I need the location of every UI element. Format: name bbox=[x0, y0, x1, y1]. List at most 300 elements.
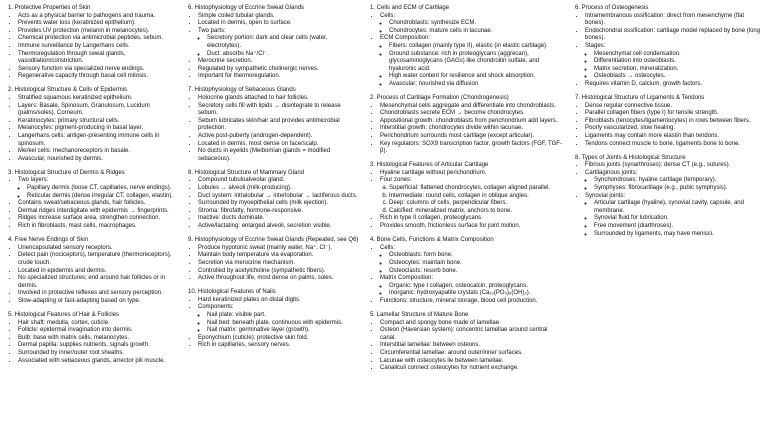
sub-bullet-item bbox=[207, 35, 360, 50]
column-2 bbox=[188, 5, 360, 356]
bullet-item bbox=[380, 170, 562, 178]
column-1 bbox=[8, 5, 180, 372]
bullet-item bbox=[198, 177, 360, 185]
bullet-text: Osteocytes: maintain bone. bbox=[389, 259, 462, 266]
sub-bullet-list bbox=[198, 35, 360, 58]
bullet-text: Intermediate: round cells, collagen in oblique angles. bbox=[389, 192, 529, 199]
bullet-item bbox=[380, 133, 562, 141]
sub-bullet-list bbox=[585, 51, 761, 81]
bullet-item bbox=[380, 215, 562, 223]
bullet-item bbox=[18, 148, 180, 156]
bullet-text: Langerhans cells: antigen-presenting immune cells in spinosum. bbox=[18, 133, 160, 147]
note-section bbox=[370, 162, 562, 230]
bullet-item bbox=[18, 252, 180, 267]
sub-bullet-item bbox=[207, 51, 360, 59]
sub-bullet-list bbox=[18, 185, 180, 200]
bullet-text: Nail bed: beneath plate, continuous with epidermis. bbox=[207, 319, 343, 326]
sub-bullet-item bbox=[389, 28, 562, 36]
bullet-text: Inactive: ducts dominate. bbox=[198, 215, 265, 222]
bullet-item bbox=[18, 103, 180, 118]
bullet-text: No ducts in eyelids (Meibomian glands = modified sebaceous). bbox=[198, 148, 331, 162]
bullet-text: Synchondroses: hyaline cartilage (temporary). bbox=[594, 177, 717, 184]
bullet-text: Mesenchymal cell condensation. bbox=[594, 50, 681, 57]
bullet-text: Associated with sebaceous glands, arrector pili muscle. bbox=[18, 357, 166, 364]
bullet-text: Synovial fluid for lubrication. bbox=[594, 215, 669, 222]
bullet-item bbox=[198, 275, 360, 283]
bullet-text: Parallel collagen fibers (type I) for tensile strength. bbox=[585, 110, 719, 117]
bullet-text: Stratified squamous keratinized epithelium. bbox=[18, 95, 133, 102]
bullet-item bbox=[198, 118, 360, 133]
bullet-item bbox=[198, 28, 360, 58]
bullet-item bbox=[18, 350, 180, 358]
bullet-item bbox=[585, 81, 761, 89]
bullet-item bbox=[380, 118, 562, 126]
bullet-text: Lobules → alveoli (milk-producing). bbox=[198, 185, 292, 192]
bullet-text: Merocrine secretion. bbox=[198, 58, 253, 65]
bullet-list bbox=[575, 103, 761, 149]
bullet-item bbox=[18, 320, 180, 328]
bullet-text: Canaliculi connect osteocytes for nutrient exchange. bbox=[380, 365, 519, 372]
bullet-list bbox=[188, 177, 360, 230]
sub-bullet-item bbox=[207, 312, 360, 320]
bullet-item bbox=[380, 245, 562, 275]
bullet-text: Sebum lubricates skin/hair and provides antimicrobial protection. bbox=[198, 117, 340, 132]
bullet-item bbox=[198, 141, 360, 149]
bullet-text: Regenerative capacity through basal cell mitosis. bbox=[18, 73, 149, 80]
bullet-text: Provides smooth, frictionless surface for joint motion. bbox=[380, 223, 521, 230]
bullet-text: Synovial joints: bbox=[585, 192, 626, 199]
section-title: 6. Histophysiology of Eccrine Sweat Glands bbox=[188, 5, 305, 11]
note-section bbox=[575, 155, 761, 239]
bullet-item bbox=[198, 342, 360, 350]
bullet-text: Follicle: epidermal invagination into dermis. bbox=[18, 327, 133, 334]
section-title: 3. Histological Features of Articular Cartilage bbox=[370, 162, 489, 169]
bullet-text: Surrounded by ligaments, may have menisci. bbox=[594, 230, 714, 237]
bullet-item bbox=[198, 304, 360, 334]
bullet-text: ECM Composition: bbox=[380, 35, 431, 42]
bullet-text: Osteoclasts: resorb bone. bbox=[389, 267, 458, 274]
bullet-text: Located in dermis, most dense on face/scalp. bbox=[198, 140, 319, 147]
sub-bullet-item bbox=[389, 43, 562, 51]
bullet-item bbox=[18, 51, 180, 66]
bullet-text: Fibroblasts (tenocytes/ligamentocytes) in rows between fibers. bbox=[585, 117, 751, 124]
bullet-item bbox=[18, 13, 180, 21]
bullet-item bbox=[380, 327, 562, 342]
sub-bullet-item bbox=[594, 51, 761, 59]
bullet-text: Melanocytes: pigment-producing in basal layer. bbox=[18, 125, 144, 132]
bullet-item bbox=[198, 103, 360, 118]
bullet-item bbox=[198, 58, 360, 66]
note-section bbox=[370, 95, 562, 156]
sub-bullet-item bbox=[594, 215, 761, 223]
bullet-item bbox=[18, 290, 180, 298]
lettered-list bbox=[380, 185, 562, 215]
column-4 bbox=[575, 5, 761, 245]
note-section bbox=[8, 87, 180, 163]
bullet-text: Thermoregulation through sweat glands, vasodilation/constriction. bbox=[18, 50, 126, 65]
bullet-text: Dermal ridges interdigitate with epidermis → fingerprints. bbox=[18, 207, 169, 214]
bullet-text: Ligaments may contain more elastin than tendons. bbox=[585, 133, 720, 139]
bullet-text: Superficial: flattened chondrocytes, collagen aligned parallel. bbox=[389, 185, 551, 192]
bullet-item bbox=[198, 148, 360, 163]
sub-bullet-item bbox=[594, 185, 761, 193]
bullet-text: Controlled by acetylcholine (sympathetic fibers). bbox=[198, 267, 326, 274]
bullet-item bbox=[585, 28, 761, 43]
bullet-list bbox=[188, 95, 360, 163]
sub-bullet-item bbox=[389, 252, 562, 260]
bullet-text: Hard keratinized plates on distal digits. bbox=[198, 296, 301, 303]
section-title: 2. Histological Structure & Cells of Epidermis bbox=[8, 87, 128, 94]
bullet-text: Rich in fibroblasts, mast cells, macrophages. bbox=[18, 223, 137, 230]
bullet-text: Surrounded by myoepithelial cells (milk ejection). bbox=[198, 200, 329, 207]
section-title: 2. Process of Cartilage Formation (Chondrogenesis) bbox=[370, 95, 509, 102]
bullet-text: Acts as a physical barrier to pathogens and trauma. bbox=[18, 12, 156, 19]
bullet-item bbox=[380, 320, 562, 328]
bullet-item bbox=[198, 133, 360, 141]
bullet-list bbox=[370, 13, 562, 89]
bullet-text: Appositional growth: chondroblasts from perichondrium add layers. bbox=[380, 117, 558, 124]
bullet-text: Nail plate: visible part. bbox=[207, 311, 266, 318]
bullet-text: Papillary dermis (loose CT, capillaries, nerve endings). bbox=[27, 185, 172, 192]
bullet-item bbox=[18, 28, 180, 36]
sub-bullet-item bbox=[389, 73, 562, 81]
bullet-text: Four zones: bbox=[380, 177, 412, 184]
bullet-text: Poorly vascularized, slow healing. bbox=[585, 125, 676, 132]
bullet-item bbox=[198, 215, 360, 223]
bullet-item bbox=[380, 365, 562, 373]
sub-bullet-item bbox=[207, 320, 360, 328]
bullet-item bbox=[198, 193, 360, 201]
bullet-item bbox=[18, 245, 180, 253]
bullet-text: Secretory cells fill with lipids → disintegrate to release sebum. bbox=[198, 102, 341, 117]
bullet-item bbox=[18, 327, 180, 335]
bullet-item bbox=[18, 268, 180, 276]
bullet-text: Stages: bbox=[585, 42, 606, 49]
bullet-text: Requires vitamin D, calcium, growth factors. bbox=[585, 80, 703, 87]
bullet-item bbox=[18, 215, 180, 223]
bullet-item bbox=[585, 193, 761, 239]
lettered-item bbox=[389, 185, 562, 193]
note-section bbox=[8, 237, 180, 305]
bullet-text: Interstitial growth: chondrocytes divide within lacunae. bbox=[380, 125, 524, 132]
bullet-item bbox=[380, 275, 562, 298]
bullet-text: Articular cartilage (hyaline), synovial cavity, capsule, and membrane. bbox=[594, 200, 744, 214]
section-title: 1. Protective Properties of Skin bbox=[8, 5, 91, 11]
bullet-item bbox=[198, 223, 360, 231]
bullet-list bbox=[370, 320, 562, 373]
bullet-item bbox=[18, 275, 180, 290]
bullet-item bbox=[380, 103, 562, 111]
bullet-text: Unencapsulated sensory receptors. bbox=[18, 244, 113, 251]
bullet-text: Duct system: intralobular → interlobular → lactiferous ducts. bbox=[198, 192, 358, 199]
section-title: 10. Histological Features of Nails bbox=[188, 289, 276, 296]
bullet-text: Simple coiled tubular glands. bbox=[198, 12, 275, 19]
bullet-item bbox=[18, 335, 180, 343]
section-title: 7. Histophysiology of Sebaceous Glands bbox=[188, 87, 296, 94]
bullet-text: Involved in protective reflexes and sensory perception. bbox=[18, 290, 163, 297]
bullet-item bbox=[198, 260, 360, 268]
bullet-item bbox=[198, 200, 360, 208]
bullet-text: Rich in type II collagen, proteoglycans. bbox=[380, 215, 483, 222]
bullet-item bbox=[585, 141, 761, 149]
bullet-text: Stroma: fibrofatty, hormone-responsive. bbox=[198, 207, 303, 214]
bullet-item bbox=[585, 170, 761, 193]
section-title: 6. Process of Osteogenesis bbox=[575, 5, 649, 11]
bullet-text: Two parts: bbox=[198, 27, 226, 34]
bullet-text: Produce hypotonic sweat (mainly water, Na⁺, Cl⁻). bbox=[198, 244, 333, 251]
bullet-text: Chemical protection via antimicrobial peptides, sebum. bbox=[18, 35, 164, 42]
bullet-text: Lacunae with osteocytes lie between lamellae. bbox=[380, 357, 504, 364]
bullet-text: Osteoblasts → osteocytes. bbox=[594, 73, 666, 80]
bullet-text: Osteoblasts: form bone. bbox=[389, 252, 453, 259]
bullet-item bbox=[380, 13, 562, 36]
sub-bullet-list bbox=[585, 177, 761, 192]
bullet-item bbox=[18, 298, 180, 306]
note-section bbox=[370, 312, 562, 373]
sub-bullet-item bbox=[594, 177, 761, 185]
bullet-item bbox=[198, 208, 360, 216]
bullet-text: Chondroblasts: synthesize ECM. bbox=[389, 20, 477, 27]
bullet-text: Calcified: mineralized matrix, anchors to bone. bbox=[389, 207, 513, 214]
bullet-list bbox=[188, 245, 360, 283]
sub-bullet-list bbox=[380, 20, 562, 35]
bullet-text: Dense regular connective tissue. bbox=[585, 102, 673, 109]
bullet-text: Dermal papilla: supplies nutrients, signals growth. bbox=[18, 342, 150, 349]
lettered-item bbox=[389, 200, 562, 208]
bullet-text: Tendons connect muscle to bone, ligaments bone to bone. bbox=[585, 140, 741, 147]
sub-bullet-item bbox=[389, 283, 562, 291]
bullet-text: Symphyses: fibrocartilage (e.g., pubic symphysis). bbox=[594, 185, 728, 192]
bullet-text: Secretion via merocrine mechanism. bbox=[198, 259, 296, 266]
bullet-text: Perichondrium surrounds most cartilage (except articular). bbox=[380, 133, 535, 139]
bullet-item bbox=[18, 342, 180, 350]
bullet-text: High water content for resilience and shock absorption. bbox=[389, 73, 536, 80]
bullet-text: Functions: structure, mineral storage, blood cell production. bbox=[380, 297, 538, 304]
sub-bullet-item bbox=[594, 223, 761, 231]
note-section bbox=[188, 237, 360, 283]
bullet-item bbox=[585, 133, 761, 141]
sub-bullet-list bbox=[380, 283, 562, 298]
section-title: 8. Types of Joints & Histological Structure bbox=[575, 154, 686, 161]
sub-bullet-list bbox=[380, 252, 562, 275]
section-title: 8. Histological Structure of Mammary Gland bbox=[188, 169, 305, 176]
bullet-item bbox=[198, 185, 360, 193]
bullet-list bbox=[188, 13, 360, 81]
bullet-item bbox=[18, 20, 180, 28]
bullet-item bbox=[380, 350, 562, 358]
bullet-text: Circumferential lamellae: around outer/inner surfaces. bbox=[380, 349, 523, 356]
bullet-text: Matrix secretion, mineralization. bbox=[594, 65, 679, 72]
bullet-text: Cells: bbox=[380, 12, 396, 19]
lettered-item bbox=[389, 193, 562, 201]
bullet-text: Free movement (diarthroses). bbox=[594, 223, 674, 230]
note-section bbox=[188, 87, 360, 163]
sub-bullet-list bbox=[380, 43, 562, 89]
bullet-list bbox=[370, 245, 562, 306]
sub-bullet-item bbox=[389, 51, 562, 74]
bullet-list bbox=[370, 170, 562, 231]
note-section bbox=[575, 95, 761, 148]
bullet-item bbox=[198, 252, 360, 260]
section-title: 4. Bone Cells, Functions & Matrix Composition bbox=[370, 237, 494, 244]
bullet-text: Layers: Basale, Spinosum, Granulosum, Lucidum (palms/soles), Corneum. bbox=[18, 102, 150, 117]
bullet-item bbox=[18, 73, 180, 81]
bullet-text: Inorganic: hydroxyapatite crystals (Ca₁₀(PO₄)₆(OH)₂). bbox=[389, 290, 531, 297]
bullet-item bbox=[198, 73, 360, 81]
bullet-list bbox=[8, 245, 180, 306]
bullet-text: Osteon (Haversian system): concentric lamellae around central canal. bbox=[380, 327, 548, 341]
bullet-text: Hair shaft: medulla, cortex, cuticle. bbox=[18, 319, 110, 326]
bullet-item bbox=[198, 13, 360, 21]
bullet-text: Cartilaginous joints: bbox=[585, 169, 638, 176]
bullet-item bbox=[18, 43, 180, 51]
bullet-item bbox=[18, 66, 180, 74]
bullet-text: Reticular dermis (dense irregular CT, collagen, elastin). bbox=[27, 192, 174, 199]
bullet-text: Two layers: bbox=[18, 177, 49, 184]
bullet-item bbox=[380, 35, 562, 88]
bullet-text: Intramembranous ossification: direct from mesenchyme (flat bones). bbox=[585, 12, 745, 27]
bullet-item bbox=[198, 335, 360, 343]
bullet-text: Organic: type I collagen, osteocalcin, proteoglycans. bbox=[389, 282, 528, 289]
bullet-item bbox=[198, 245, 360, 253]
bullet-text: Maintain body temperature via evaporation. bbox=[198, 252, 314, 259]
bullet-item bbox=[198, 268, 360, 276]
bullet-item bbox=[585, 118, 761, 126]
bullet-item bbox=[380, 342, 562, 350]
bullet-list bbox=[8, 320, 180, 366]
sub-bullet-item bbox=[207, 327, 360, 335]
bullet-item bbox=[18, 208, 180, 216]
bullet-text: Holocrine glands attached to hair follicles. bbox=[198, 95, 309, 102]
bullet-text: Surrounded by inner/outer root sheaths. bbox=[18, 349, 125, 356]
bullet-text: Secretory portion: dark and clear cells (water, electrolytes). bbox=[207, 35, 328, 49]
bullet-text: Located in epidermis and dermis. bbox=[18, 267, 107, 274]
bullet-item bbox=[380, 110, 562, 118]
bullet-text: Active/lactating: enlarged alveoli, secretion visible. bbox=[198, 223, 332, 230]
bullet-item bbox=[198, 95, 360, 103]
sub-bullet-list bbox=[585, 200, 761, 238]
bullet-text: Differentiation into osteoblasts. bbox=[594, 58, 676, 65]
bullet-text: Fibrous joints (synarthroses): dense CT (e.g., sutures). bbox=[585, 162, 731, 169]
note-section bbox=[575, 5, 761, 89]
bullet-item bbox=[585, 13, 761, 28]
bullet-item bbox=[380, 141, 562, 156]
bullet-item bbox=[198, 20, 360, 28]
section-title: 4. Free Nerve Endings of Skin bbox=[8, 237, 89, 244]
bullet-list bbox=[8, 13, 180, 81]
bullet-text: Ground substance: rich in proteoglycans (aggrecan), glycosaminoglycans (GAGs) like chondroitin sulfate, and hyaluronic acid. bbox=[389, 50, 540, 72]
section-title: 7. Histological Structure of Ligaments & Tendons bbox=[575, 95, 705, 102]
bullet-list bbox=[575, 162, 761, 238]
sub-bullet-item bbox=[27, 193, 180, 201]
bullet-text: Bulb: base with matrix cells, melanocytes. bbox=[18, 334, 130, 341]
bullet-text: Rich in capillaries, sensory nerves. bbox=[198, 342, 291, 349]
bullet-text: Matrix Composition: bbox=[380, 275, 434, 282]
bullet-item bbox=[585, 110, 761, 118]
bullet-list bbox=[8, 95, 180, 163]
section-title: 1. Cells and ECM of Cartilage bbox=[370, 5, 450, 11]
bullet-list bbox=[188, 297, 360, 350]
bullet-text: Active post-puberty (androgen-dependent). bbox=[198, 133, 313, 139]
sub-bullet-item bbox=[594, 73, 761, 81]
bullet-list bbox=[8, 177, 180, 230]
sub-bullet-item bbox=[389, 81, 562, 89]
bullet-item bbox=[18, 156, 180, 164]
bullet-item bbox=[380, 358, 562, 366]
bullet-text: Sensory function via specialized nerve endings. bbox=[18, 65, 145, 72]
sub-bullet-item bbox=[594, 200, 761, 215]
bullet-item bbox=[18, 177, 180, 200]
note-section bbox=[370, 5, 562, 89]
bullet-text: Located in dermis, open to surface. bbox=[198, 20, 292, 27]
note-section bbox=[8, 170, 180, 231]
note-section bbox=[188, 5, 360, 81]
bullet-item bbox=[18, 358, 180, 366]
bullet-item bbox=[380, 177, 562, 215]
bullet-item bbox=[380, 223, 562, 231]
section-title: 5. Lamellar Structure of Mature Bone bbox=[370, 311, 469, 318]
column-3 bbox=[370, 5, 562, 379]
bullet-item bbox=[198, 297, 360, 305]
bullet-text: Slow-adapting or fast-adapting based on type. bbox=[18, 297, 141, 304]
bullet-text: Regulated by sympathetic cholinergic nerves. bbox=[198, 65, 319, 72]
sub-bullet-item bbox=[389, 268, 562, 276]
bullet-list bbox=[575, 13, 761, 89]
bullet-text: Chondroblasts secrete ECM → become chondrocytes. bbox=[380, 110, 525, 117]
bullet-item bbox=[380, 125, 562, 133]
sub-bullet-item bbox=[389, 20, 562, 28]
bullet-text: Avascular, nourished by dermis. bbox=[18, 155, 103, 162]
bullet-item bbox=[18, 95, 180, 103]
bullet-text: Avascular; nourished via diffusion bbox=[389, 80, 479, 87]
lettered-item bbox=[389, 208, 562, 216]
bullet-text: Ridges increase surface area, strengthen connection. bbox=[18, 215, 161, 222]
bullet-list bbox=[370, 103, 562, 156]
bullet-text: Cells: bbox=[380, 244, 396, 251]
bullet-item bbox=[18, 118, 180, 126]
bullet-text: Keratinocytes: primary structural cells. bbox=[18, 117, 120, 124]
bullet-text: Components: bbox=[198, 304, 234, 311]
section-title: 9. Histophysiology of Eccrine Sweat Glands (Repeated, see Q6) bbox=[188, 237, 359, 244]
bullet-text: No specialized structures; end around hair follicles or in dermis. bbox=[18, 275, 166, 289]
bullet-text: Endochondral ossification: cartilage model replaced by bone (long bones). bbox=[585, 27, 761, 42]
bullet-text: Compound tubuloalveolar gland. bbox=[198, 177, 285, 184]
section-title: 5. Histological Features of Hair & Follicles bbox=[8, 311, 120, 318]
note-section bbox=[188, 170, 360, 231]
bullet-text: Duct: absorbs Na⁺/Cl⁻. bbox=[207, 50, 269, 57]
bullet-text: Deep: columns of cells, perpendicular fibers. bbox=[389, 200, 508, 207]
bullet-text: Important for thermoregulation. bbox=[198, 73, 281, 80]
bullet-text: Nail matrix: germinative layer (growth). bbox=[207, 327, 310, 334]
bullet-text: Interstitial lamellae: between osteons. bbox=[380, 342, 481, 349]
bullet-item bbox=[380, 298, 562, 306]
sub-bullet-item bbox=[389, 290, 562, 298]
note-section bbox=[8, 312, 180, 365]
sub-bullet-item bbox=[594, 58, 761, 66]
sub-bullet-item bbox=[389, 260, 562, 268]
bullet-item bbox=[585, 103, 761, 111]
note-section bbox=[188, 289, 360, 350]
note-section bbox=[8, 5, 180, 81]
bullet-item bbox=[18, 35, 180, 43]
bullet-text: Eponychium (cuticle): protective skin fold. bbox=[198, 334, 309, 341]
bullet-item bbox=[198, 66, 360, 74]
sub-bullet-item bbox=[594, 231, 761, 239]
bullet-text: Prevents water loss (keratinized epithelium). bbox=[18, 20, 136, 27]
bullet-text: Chondrocytes: mature cells in lacunae. bbox=[389, 27, 493, 34]
bullet-item bbox=[585, 125, 761, 133]
bullet-text: Contains sweat/sebaceous glands, hair follicles. bbox=[18, 200, 146, 207]
